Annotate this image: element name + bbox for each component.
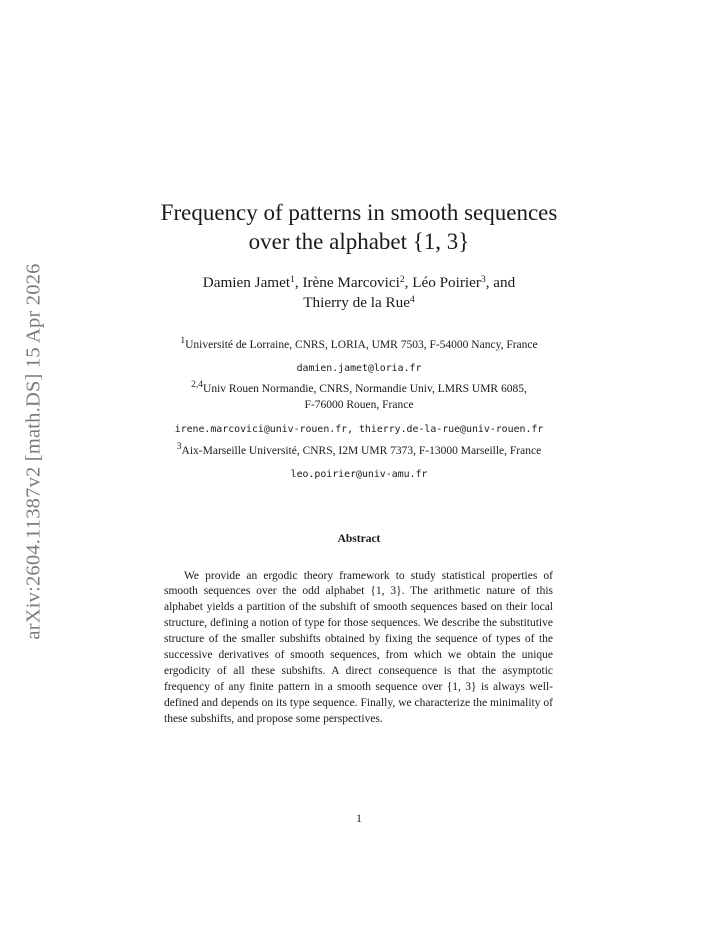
affiliation-3 xyxy=(120,444,598,460)
author-sup: 2 xyxy=(399,275,405,285)
affiliation-sup: 1 xyxy=(180,336,186,346)
affiliation-sup: 2,4 xyxy=(191,380,204,390)
arxiv-stamp xyxy=(16,232,52,670)
affiliation-text: Univ Rouen Normandie, CNRS, Normandie Univ, LMRS UMR 6085, xyxy=(203,383,527,395)
author-name: Thierry de la Rue xyxy=(303,294,410,311)
affiliation-1 xyxy=(120,338,598,354)
paper-title xyxy=(120,198,598,256)
author-list: Damien Jamet$^1$, Irène Marcovici$^2$, Léo Poirier$^3$, and Thierry de la Rue$^4$ xyxy=(202,274,516,311)
author-sup: 1 xyxy=(290,275,295,285)
email-text: irene.marcovici@univ-rouen.fr, thierry.de-la-rue@univ-rouen.fr xyxy=(174,424,544,435)
title-line-1: Frequency of patterns in smooth sequences xyxy=(160,200,558,225)
email-1 xyxy=(120,361,598,377)
arxiv-stamp-text: arXiv:2604.11387v2 [math.DS] 15 Apr 2026 xyxy=(22,262,45,640)
author-name: Irène Marcovici xyxy=(302,274,400,291)
affiliation-text: Aix-Marseille Université, CNRS, I2M UMR 7373, F-13000 Marseille, France xyxy=(181,445,542,457)
author-sup: 4 xyxy=(409,295,415,305)
affiliation-2 xyxy=(120,382,598,413)
abstract-body: We provide an ergodic theory framework to study statistical properties of smooth sequences over the odd alphabet {1, 3}. The arithmetic nature of this alphabet yields a partition of the subshift of smooth sequences based on their local structure, defining a notion of type for those sequences. We describe the substitutive structure of the smaller subshifts obtained by fixing the sequence of types of the successive derivatives of smooth sequences, from which we obtain the unique ergodicity of all these subshifts. A direct consequence is that the asymptotic frequency of any finite pattern in a smooth sequence over {1, 3} is always well-defined and depends on its type sequence. Finally, we characterize the minimality of these subshifts, and propose some perspectives. xyxy=(164,569,553,725)
title-line-2: over the alphabet {1, 3} xyxy=(248,229,470,254)
author-sup: 3 xyxy=(480,275,486,285)
affiliation-sup: 3 xyxy=(176,442,182,452)
author-name: Damien Jamet xyxy=(202,274,291,291)
page-number: 1 xyxy=(356,813,362,825)
affiliation-text: Université de Lorraine, CNRS, LORIA, UMR 7503, F-54000 Nancy, France xyxy=(185,339,538,351)
email-text: leo.poirier@univ-amu.fr xyxy=(290,469,428,480)
affiliation-text: F-76000 Rouen, France xyxy=(304,398,414,411)
author-and: and xyxy=(493,274,516,291)
email-text: damien.jamet@loria.fr xyxy=(296,363,422,374)
author-name: Léo Poirier xyxy=(412,274,481,291)
email-2 xyxy=(120,422,598,438)
email-3 xyxy=(120,467,598,483)
abstract-heading: Abstract xyxy=(337,533,381,545)
